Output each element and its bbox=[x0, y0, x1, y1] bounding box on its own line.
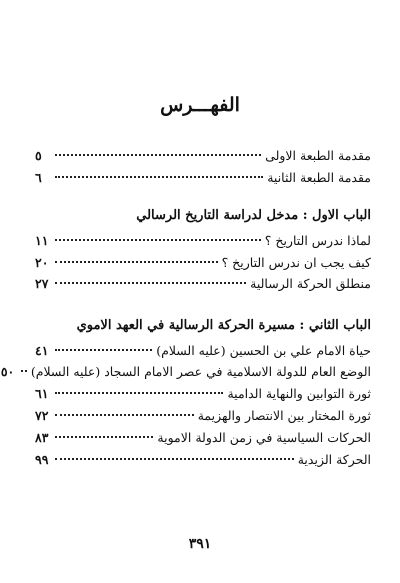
toc-entry-page: ٢٠ bbox=[35, 255, 49, 270]
toc-entry-page: ٧٢ bbox=[35, 408, 49, 423]
section-heading: الباب الاول : مدخل لدراسة التاريخ الرسالي bbox=[136, 208, 371, 223]
toc-entry-text: منطلق الحركة الرسالية bbox=[250, 276, 371, 291]
leader-dots bbox=[55, 261, 218, 263]
toc-entry bbox=[35, 408, 371, 428]
toc-entry bbox=[35, 255, 371, 275]
toc-entry-page: ٩٩ bbox=[35, 452, 49, 467]
toc-entry bbox=[35, 170, 371, 190]
leader-dots bbox=[55, 414, 194, 416]
toc-entry bbox=[35, 276, 371, 296]
toc-entry-text: مقدمة الطبعة الاولى bbox=[265, 148, 371, 163]
toc-entry-page: ٦ bbox=[35, 170, 42, 185]
toc-entry bbox=[35, 148, 371, 168]
toc-entry-text: ثورة المختار بين الانتصار والهزيمة bbox=[197, 408, 371, 423]
toc-entry-page: ٢٧ bbox=[35, 276, 49, 291]
toc-entry bbox=[35, 430, 371, 450]
toc-entry bbox=[35, 233, 371, 253]
leader-dots bbox=[55, 349, 152, 351]
leader-dots bbox=[55, 392, 223, 394]
leader-dots bbox=[55, 282, 246, 284]
leader-dots bbox=[21, 370, 27, 372]
toc-entry-text: الحركات السياسية في زمن الدولة الاموية bbox=[157, 430, 371, 445]
leader-dots bbox=[55, 239, 261, 241]
toc-entry-text: لماذا ندرس التاريخ ؟ bbox=[264, 233, 371, 248]
page-title: الفهـــرس bbox=[160, 94, 240, 116]
toc-entry-text: كيف يجب ان ندرس التاريخ ؟ bbox=[221, 255, 371, 270]
toc-entry bbox=[35, 452, 371, 472]
leader-dots bbox=[55, 154, 261, 156]
toc-entry-page: ١١ bbox=[35, 233, 49, 248]
page-number: ٣٩١ bbox=[188, 536, 212, 552]
toc-entry-page: ٥ bbox=[35, 148, 42, 163]
toc-entry bbox=[35, 386, 371, 406]
toc-entry bbox=[35, 343, 371, 363]
toc-entry-page: ٤١ bbox=[35, 343, 49, 358]
toc-entry-text: ثورة التوابين والنهاية الدامية bbox=[227, 386, 371, 401]
leader-dots bbox=[55, 436, 153, 438]
toc-entry bbox=[0, 364, 371, 384]
toc-entry-page: ٦١ bbox=[35, 386, 49, 401]
leader-dots bbox=[55, 458, 294, 460]
toc-entry-page: ٥٠ bbox=[0, 364, 15, 379]
leader-dots bbox=[55, 176, 263, 178]
toc-entry-page: ٨٣ bbox=[35, 430, 49, 445]
toc-entry-text: حياة الامام علي بن الحسين (عليه السلام) bbox=[156, 343, 371, 358]
toc-entry-text: الحركة الزيدية bbox=[297, 452, 371, 467]
toc-entry-text: مقدمة الطبعة الثانية bbox=[267, 170, 371, 185]
toc-entry-text: الوضع العام للدولة الاسلامية في عصر الامام السجاد (عليه السلام) bbox=[30, 364, 371, 379]
section-heading: الباب الثاني : مسيرة الحركة الرسالية في العهد الاموي bbox=[76, 318, 371, 333]
